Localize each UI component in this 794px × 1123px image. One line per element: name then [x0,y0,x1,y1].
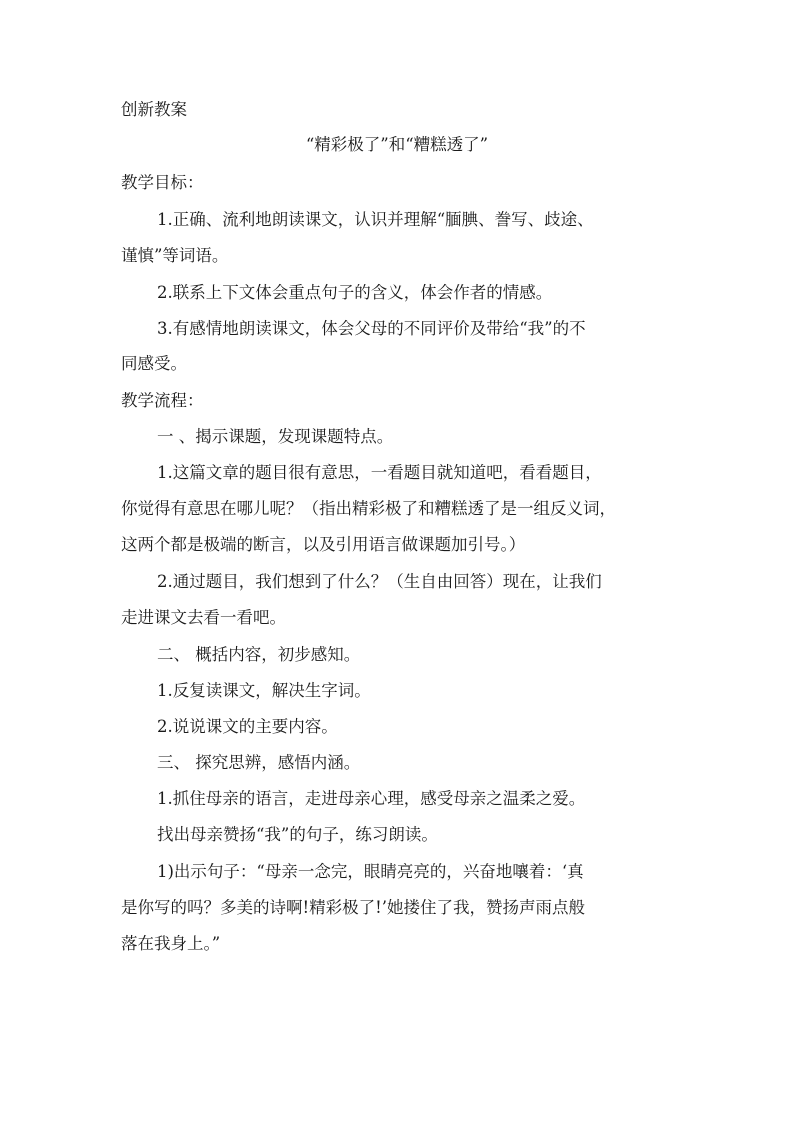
step-3-item-1: 1.抓住母亲的语言，走进母亲心理，感受母亲之温柔之爱。 [157,789,586,808]
step-1-item-2-line-2: 走进课文去看一看吧。 [121,608,286,627]
quote-line-3: 落在我身上。” [121,934,221,953]
goal-2: 2.联系上下文体会重点句子的含义，体会作者的情感。 [157,283,553,302]
goal-1-line-2: 谨慎”等词语。 [121,246,229,265]
step-1-item-1-line-2: 你觉得有意思在哪儿呢？（指出精彩极了和糟糕透了是一组反义词， [121,499,616,518]
step-2-item-1: 1.反复读课文，解决生字词。 [157,681,371,700]
document-title: “精彩极了”和“糟糕透了” [305,135,489,154]
step-1-item-1-line-1: 1.这篇文章的题目很有意思，一看题目就知道吧，看看题目， [157,463,602,482]
step-1-item-1-line-3: 这两个都是极端的断言，以及引用语言做课题加引号。） [121,535,526,554]
goal-3-line-1: 3.有感情地朗读课文，体会父母的不同评价及带给“我”的不 [157,319,586,338]
step-2-heading: 二、 概括内容，初步感知。 [157,645,361,664]
step-3-instruction: 找出母亲赞扬“我”的句子，练习朗读。 [157,825,438,844]
section-heading-process: 教学流程： [121,391,204,410]
header-label: 创新教案 [121,100,187,119]
step-2-item-2: 2.说说课文的主要内容。 [157,717,338,736]
quote-line-1: 1)出示句子：“母亲一念完，眼睛亮亮的，兴奋地嚷着：‘真 [157,862,584,881]
section-heading-goals: 教学目标： [121,173,204,192]
goal-1-line-1: 1.正确、流利地朗读课文，认识并理解“腼腆、誊写、歧途、 [157,210,594,229]
step-3-heading: 三、 探究思辨，感悟内涵。 [157,753,361,772]
step-1-heading: 一 、揭示课题，发现课题特点。 [157,427,394,446]
quote-line-2: 是你写的吗？多美的诗啊!精彩极了!’她搂住了我，赞扬声雨点般 [121,898,586,917]
step-1-item-2-line-1: 2.通过题目，我们想到了什么？（生自由回答）现在，让我们 [157,572,602,591]
goal-3-line-2: 同感受。 [121,354,187,373]
